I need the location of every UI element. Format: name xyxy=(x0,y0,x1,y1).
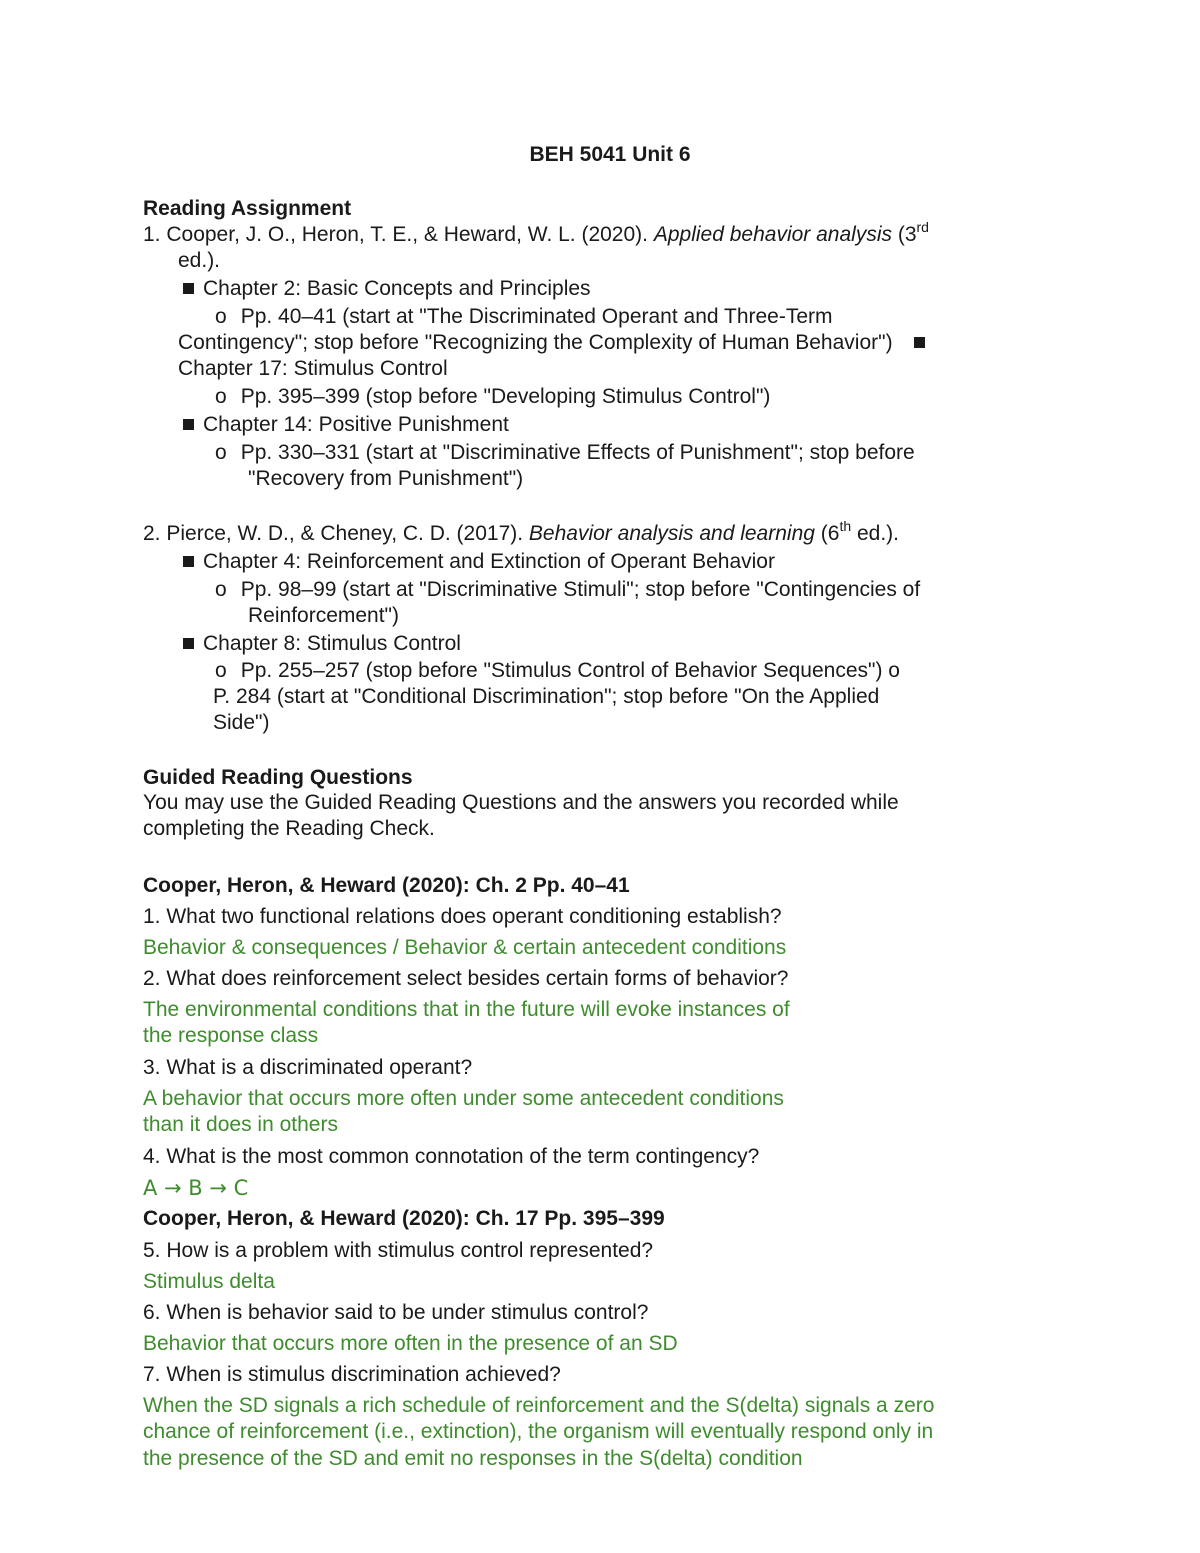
chapter-2-pages-continued xyxy=(178,330,934,356)
question-1: 1. What two functional relations does operant conditioning establish? xyxy=(143,905,782,928)
guided-reading-heading: Guided Reading Questions xyxy=(143,766,413,789)
guided-reading-intro-1: You may use the Guided Reading Questions and the answers you recorded while xyxy=(143,791,899,814)
circle-bullet-icon: o xyxy=(215,305,227,328)
question-5: 5. How is a problem with stimulus control represented? xyxy=(143,1239,654,1262)
reference-2-end: ed.). xyxy=(851,522,899,545)
answer-2-line-1: The environmental conditions that in the future will evoke instances of xyxy=(143,998,790,1021)
question-7: 7. When is stimulus discrimination achieved? xyxy=(143,1363,561,1386)
square-bullet-icon xyxy=(183,556,194,567)
answer-3-line-2: than it does in others xyxy=(143,1113,338,1136)
chapter-14-pages xyxy=(215,440,915,466)
chapter-4-item xyxy=(183,549,775,575)
answer-1: Behavior & consequences / Behavior & certain antecedent conditions xyxy=(143,936,787,959)
reference-1-edition: (3 xyxy=(892,223,917,246)
reference-2-book-title: Behavior analysis and learning xyxy=(528,522,815,545)
question-3: 3. What is a discriminated operant? xyxy=(143,1056,473,1079)
chapter-4-pages-text: Pp. 98–99 (start at "Discriminative Stimuli"; stop before "Contingencies of xyxy=(240,578,921,601)
circle-bullet-icon: o xyxy=(215,578,227,601)
chapter-2-label: Chapter 2: Basic Concepts and Principles xyxy=(203,277,591,300)
square-bullet-icon xyxy=(183,283,194,294)
chapter-17-item: Chapter 17: Stimulus Control xyxy=(178,357,448,380)
chapter-8-pages-line-3: Side") xyxy=(213,711,270,734)
answer-5: Stimulus delta xyxy=(143,1270,275,1293)
reference-2-edition: (6 xyxy=(814,522,840,545)
chapter-14-pages-continued: "Recovery from Punishment") xyxy=(248,467,524,490)
section-1-heading: Cooper, Heron, & Heward (2020): Ch. 2 Pp. 40–41 xyxy=(143,874,630,897)
chapter-8-pages-line-2: P. 284 (start at "Conditional Discrimination"; stop before "On the Applied xyxy=(213,685,880,708)
document-title: BEH 5041 Unit 6 xyxy=(529,143,691,166)
circle-bullet-icon: o xyxy=(215,441,227,464)
question-6: 6. When is behavior said to be under stimulus control? xyxy=(143,1301,649,1324)
square-bullet-icon xyxy=(183,419,194,430)
chapter-8-item xyxy=(183,631,461,657)
chapter-4-label: Chapter 4: Reinforcement and Extinction of Operant Behavior xyxy=(203,550,775,573)
reference-1-book-title: Applied behavior analysis xyxy=(653,223,892,246)
answer-7-line-1: When the SD signals a rich schedule of reinforcement and the S(delta) signals a zero xyxy=(143,1394,935,1417)
answer-7-line-3: the presence of the SD and emit no responses in the S(delta) condition xyxy=(143,1447,803,1470)
circle-bullet-icon: o xyxy=(215,659,227,682)
section-2-heading: Cooper, Heron, & Heward (2020): Ch. 17 Pp. 395–399 xyxy=(143,1207,665,1230)
chapter-2-pages xyxy=(215,304,833,330)
reference-1 xyxy=(143,219,929,248)
reference-1-superscript: rd xyxy=(916,219,929,235)
reference-2 xyxy=(143,518,899,547)
chapter-4-pages xyxy=(215,577,920,603)
chapter-2-pages-text: Pp. 40–41 (start at "The Discriminated Operant and Three-Term xyxy=(240,305,833,328)
chapter-14-pages-text: Pp. 330–331 (start at "Discriminative Effects of Punishment"; stop before xyxy=(240,441,915,464)
chapter-8-label: Chapter 8: Stimulus Control xyxy=(203,632,461,655)
answer-3-line-1: A behavior that occurs more often under some antecedent conditions xyxy=(143,1087,784,1110)
chapter-14-item xyxy=(183,412,509,438)
guided-reading-intro-2: completing the Reading Check. xyxy=(143,817,435,840)
chapter-8-pages-text: Pp. 255–257 (stop before "Stimulus Control of Behavior Sequences") o xyxy=(240,659,900,682)
chapter-2-item xyxy=(183,276,591,302)
answer-4: A → B → C xyxy=(143,1176,249,1200)
chapter-4-pages-continued: Reinforcement") xyxy=(248,604,400,627)
chapter-2-pages-text-2: Contingency"; stop before "Recognizing the Complexity of Human Behavior") xyxy=(178,331,893,354)
square-bullet-icon xyxy=(183,638,194,649)
chapter-17-pages-text: Pp. 395–399 (stop before "Developing Stimulus Control") xyxy=(240,385,771,408)
answer-7-line-2: chance of reinforcement (i.e., extinction), the organism will eventually respond only in xyxy=(143,1420,934,1443)
question-4: 4. What is the most common connotation of the term contingency? xyxy=(143,1145,760,1168)
answer-6: Behavior that occurs more often in the presence of an SD xyxy=(143,1332,678,1355)
reference-2-superscript: th xyxy=(839,518,852,534)
reference-1-text: 1. Cooper, J. O., Heron, T. E., & Heward, W. L. (2020). xyxy=(143,223,654,246)
reference-2-text: 2. Pierce, W. D., & Cheney, C. D. (2017). xyxy=(143,522,529,545)
circle-bullet-icon: o xyxy=(215,385,227,408)
question-2: 2. What does reinforcement select besides certain forms of behavior? xyxy=(143,967,789,990)
reading-assignment-heading: Reading Assignment xyxy=(143,197,352,220)
chapter-17-pages xyxy=(215,384,770,410)
reference-1-continued: ed.). xyxy=(178,249,221,272)
chapter-14-label: Chapter 14: Positive Punishment xyxy=(203,413,509,436)
square-bullet-icon xyxy=(914,337,925,348)
chapter-8-pages xyxy=(215,658,900,684)
answer-2-line-2: the response class xyxy=(143,1024,319,1047)
